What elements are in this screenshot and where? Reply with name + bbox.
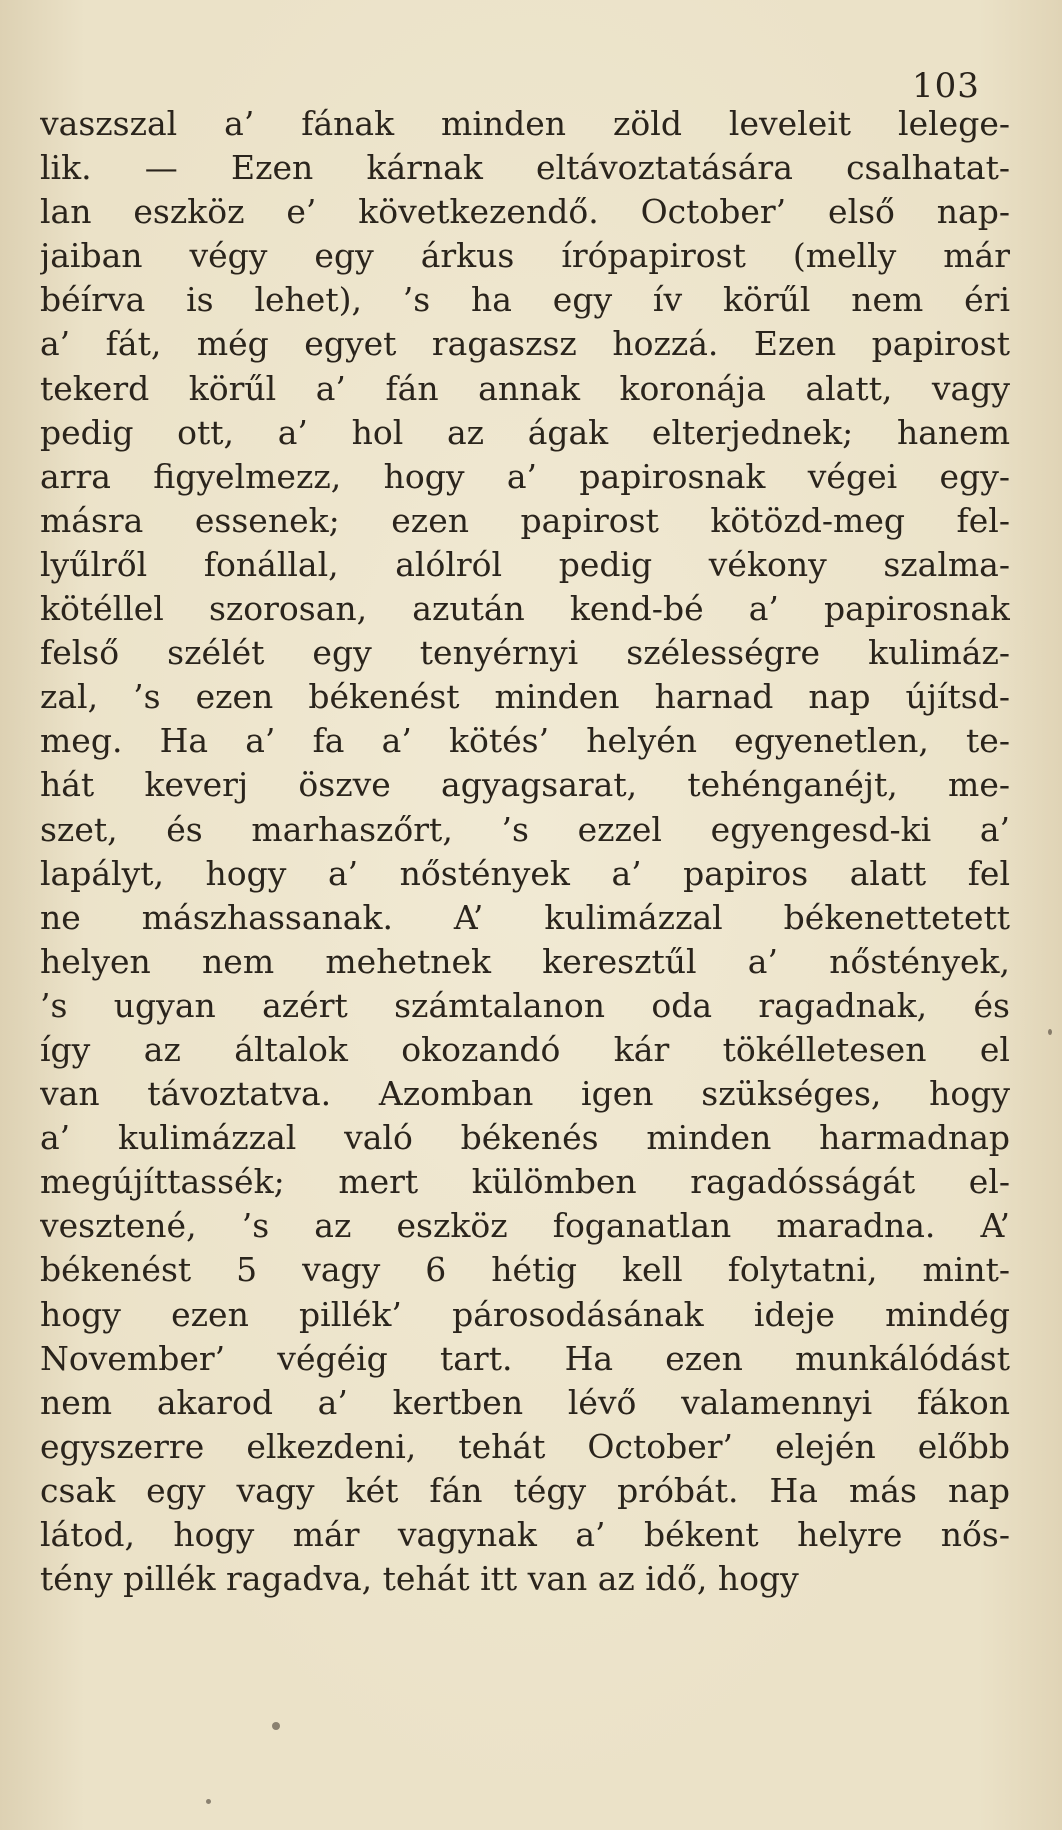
page-number: 103: [912, 66, 980, 106]
text-line: látod, hogy már vagynak a’ békent helyre nős-: [40, 1515, 1010, 1554]
text-line: megújíttassék; mert külömben ragadósságát el-: [40, 1162, 1010, 1202]
text-line: szet, és marhaszőrt, ’s ezzel egyengesd-ki a’: [40, 809, 1010, 849]
text-line: tekerd körűl a’ fán annak koronája alatt, vagy: [40, 368, 1010, 408]
text-line: lik. — Ezen kárnak eltávoztatására csalhatat-: [40, 148, 1010, 188]
text-line: lan eszköz e’ következendő. October’ első nap-: [40, 192, 1010, 232]
text-line: vaszszal a’ fának minden zöld leveleit lelege-: [40, 104, 1010, 143]
text-line: a’ kulimázzal való békenés minden harmadnap: [40, 1118, 1010, 1158]
text-line: jaiban végy egy árkus írópapirost (melly már: [40, 236, 1010, 276]
text-line: meg. Ha a’ fa a’ kötés’ helyén egyenetlen, te-: [40, 721, 1010, 761]
text-line: helyen nem mehetnek keresztűl a’ nőstények,: [40, 941, 1010, 981]
ink-speck: [272, 1722, 280, 1730]
text-line: a’ fát, még egyet ragaszsz hozzá. Ezen papirost: [40, 324, 1010, 364]
text-line: van távoztatva. Azomban igen szükséges, hogy: [40, 1074, 1010, 1114]
text-line: ne mászhassanak. A’ kulimázzal békenettetett: [40, 897, 1010, 937]
text-line: egyszerre elkezdeni, tehát October’ elején előbb: [40, 1426, 1010, 1466]
text-line: békenést 5 vagy 6 hétig kell folytatni, mint-: [40, 1250, 1010, 1290]
body-text: [40, 102, 1010, 1601]
text-line: béírva is lehet), ’s ha egy ív körűl nem éri: [40, 280, 1010, 320]
text-line: vesztené, ’s az eszköz foganatlan maradna. A’: [40, 1206, 1010, 1246]
text-line: ’s ugyan azért számtalanon oda ragadnak, és: [40, 985, 1010, 1025]
text-line: zal, ’s ezen békenést minden harnad nap újítsd-: [40, 677, 1010, 717]
text-line: így az általok okozandó kár tökélletesen el: [40, 1029, 1010, 1069]
ink-speck: [1048, 1029, 1052, 1035]
text-line: November’ végéig tart. Ha ezen munkálódást: [40, 1338, 1010, 1378]
text-line: hogy ezen pillék’ párosodásának ideje mindég: [40, 1294, 1010, 1334]
text-line: pedig ott, a’ hol az ágak elterjednek; hanem: [40, 412, 1010, 452]
text-line: nem akarod a’ kertben lévő valamennyi fákon: [40, 1382, 1010, 1422]
text-line: csak egy vagy két fán tégy próbát. Ha más nap: [40, 1470, 1010, 1510]
text-line: másra essenek; ezen papirost kötözd-meg fel-: [40, 500, 1010, 540]
text-line: kötéllel szorosan, azután kend-bé a’ papirosnak: [40, 589, 1010, 629]
ink-speck: [206, 1799, 211, 1804]
text-line: arra figyelmezz, hogy a’ papirosnak végei egy-: [40, 456, 1010, 496]
text-line: felső szélét egy tenyérnyi szélességre kulimáz-: [40, 633, 1010, 673]
text-line: lyűlről fonállal, alólról pedig vékony szalma-: [40, 544, 1010, 584]
text-line: tény pillék ragadva, tehát itt van az idő, hogy: [40, 1559, 799, 1599]
text-line: lapályt, hogy a’ nőstények a’ papiros alatt fel: [40, 853, 1010, 893]
text-line: hát keverj öszve agyagsarat, tehénganéjt, me-: [40, 765, 1010, 805]
